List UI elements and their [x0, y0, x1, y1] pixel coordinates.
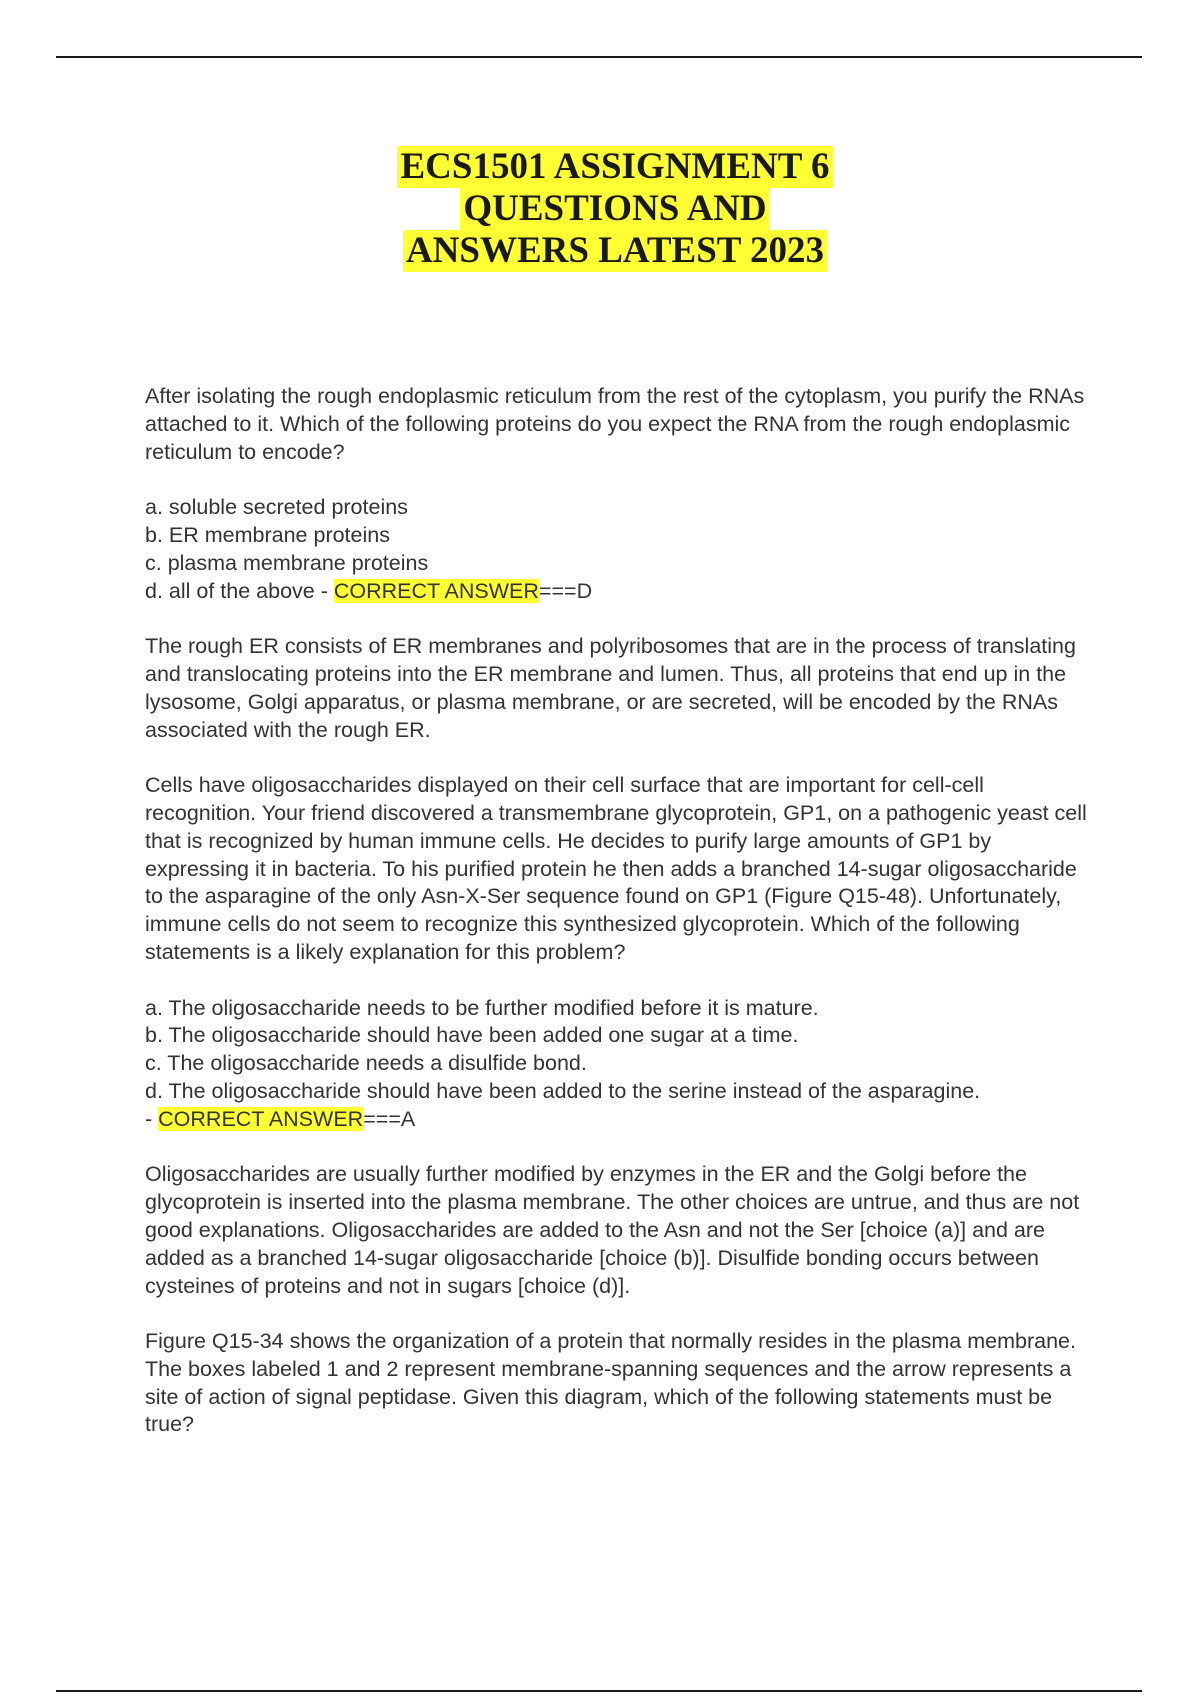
question-1-correct-answer-label: CORRECT ANSWER: [333, 578, 539, 603]
question-2-options: [145, 995, 1095, 1134]
title-line-3: ANSWERS LATEST 2023: [403, 230, 827, 272]
question-1-options: [145, 494, 1095, 605]
question-2-correct-answer-label: CORRECT ANSWER: [158, 1106, 364, 1131]
question-1-explanation: The rough ER consists of ER membranes and polyribosomes that are in the process of translating and translocating proteins into the ER membrane and lumen. Thus, all proteins that end up in the lysosome, Golgi apparatus, or plasma membrane, or are secreted, will be encoded by the RNAs associated with the rough ER.: [145, 634, 1076, 742]
question-2-explanation: Oligosaccharides are usually further modified by enzymes in the ER and the Golgi before the glycoprotein is inserted into the plasma membrane. The other choices are untrue, and thus are not good explanations. Oligosaccharides are added to the Asn and not the Ser [choice (a)] and are added as a branched 14-sugar oligosaccharide [choice (b)]. Disulfide bonding occurs between cysteines of proteins and not in sugars [choice (d)].: [145, 1162, 1080, 1298]
question-2-option-b: b. The oligosaccharide should have been added one sugar at a time.: [145, 1023, 799, 1048]
question-2-option-d: d. The oligosaccharide should have been added to the serine instead of the asparagine.: [145, 1078, 981, 1103]
document-title: [0, 146, 1200, 272]
question-2-option-c: c. The oligosaccharide needs a disulfide bond.: [145, 1051, 587, 1076]
question-1-option-a: a. soluble secreted proteins: [145, 495, 408, 520]
question-2-text: Cells have oligosaccharides displayed on their cell surface that are important for cell-cell recognition. Your friend discovered a transmembrane glycoprotein, GP1, on a pathogenic yeast cell that is recognized by human immune cells. He decides to purify large amounts of GP1 by expressing it in bacteria. To his purified protein he then adds a branched 14-sugar oligosaccharide to the asparagine of the only Asn-X-Ser sequence found on GP1 (Figure Q15-48). Unfortunately, immune cells do not seem to recognize this synthesized glycoprotein. Which of the following statements is a likely explanation for this problem?: [145, 773, 1087, 964]
top-rule: [56, 56, 1142, 58]
question-1-answer-value: ===D: [538, 578, 593, 603]
question-1-option-d: [145, 578, 1095, 606]
title-line-2: QUESTIONS AND: [460, 188, 769, 230]
document-body: [145, 383, 1095, 1467]
question-2-option-a: a. The oligosaccharide needs to be further modified before it is mature.: [145, 995, 819, 1020]
title-line-1: ECS1501 ASSIGNMENT 6: [397, 146, 832, 188]
question-3-text: Figure Q15-34 shows the organization of a protein that normally resides in the plasma membrane. The boxes labeled 1 and 2 represent membrane-spanning sequences and the arrow represents a site of action of signal peptidase. Given this diagram, which of the following statements must be true?: [145, 1329, 1076, 1437]
question-1-text: After isolating the rough endoplasmic reticulum from the rest of the cytoplasm, you purify the RNAs attached to it. Which of the following proteins do you expect the RNA from the rough endoplasmic reticulum to encode?: [145, 384, 1085, 464]
question-1-option-b: b. ER membrane proteins: [145, 522, 390, 547]
question-2-answer-value: ===A: [363, 1106, 416, 1131]
question-1-option-c: c. plasma membrane proteins: [145, 550, 429, 575]
question-1-option-d-text: d. all of the above -: [145, 578, 334, 603]
question-2-answer-prefix: -: [145, 1106, 159, 1131]
bottom-rule: [56, 1690, 1142, 1692]
question-2-answer-line: [145, 1106, 1095, 1134]
